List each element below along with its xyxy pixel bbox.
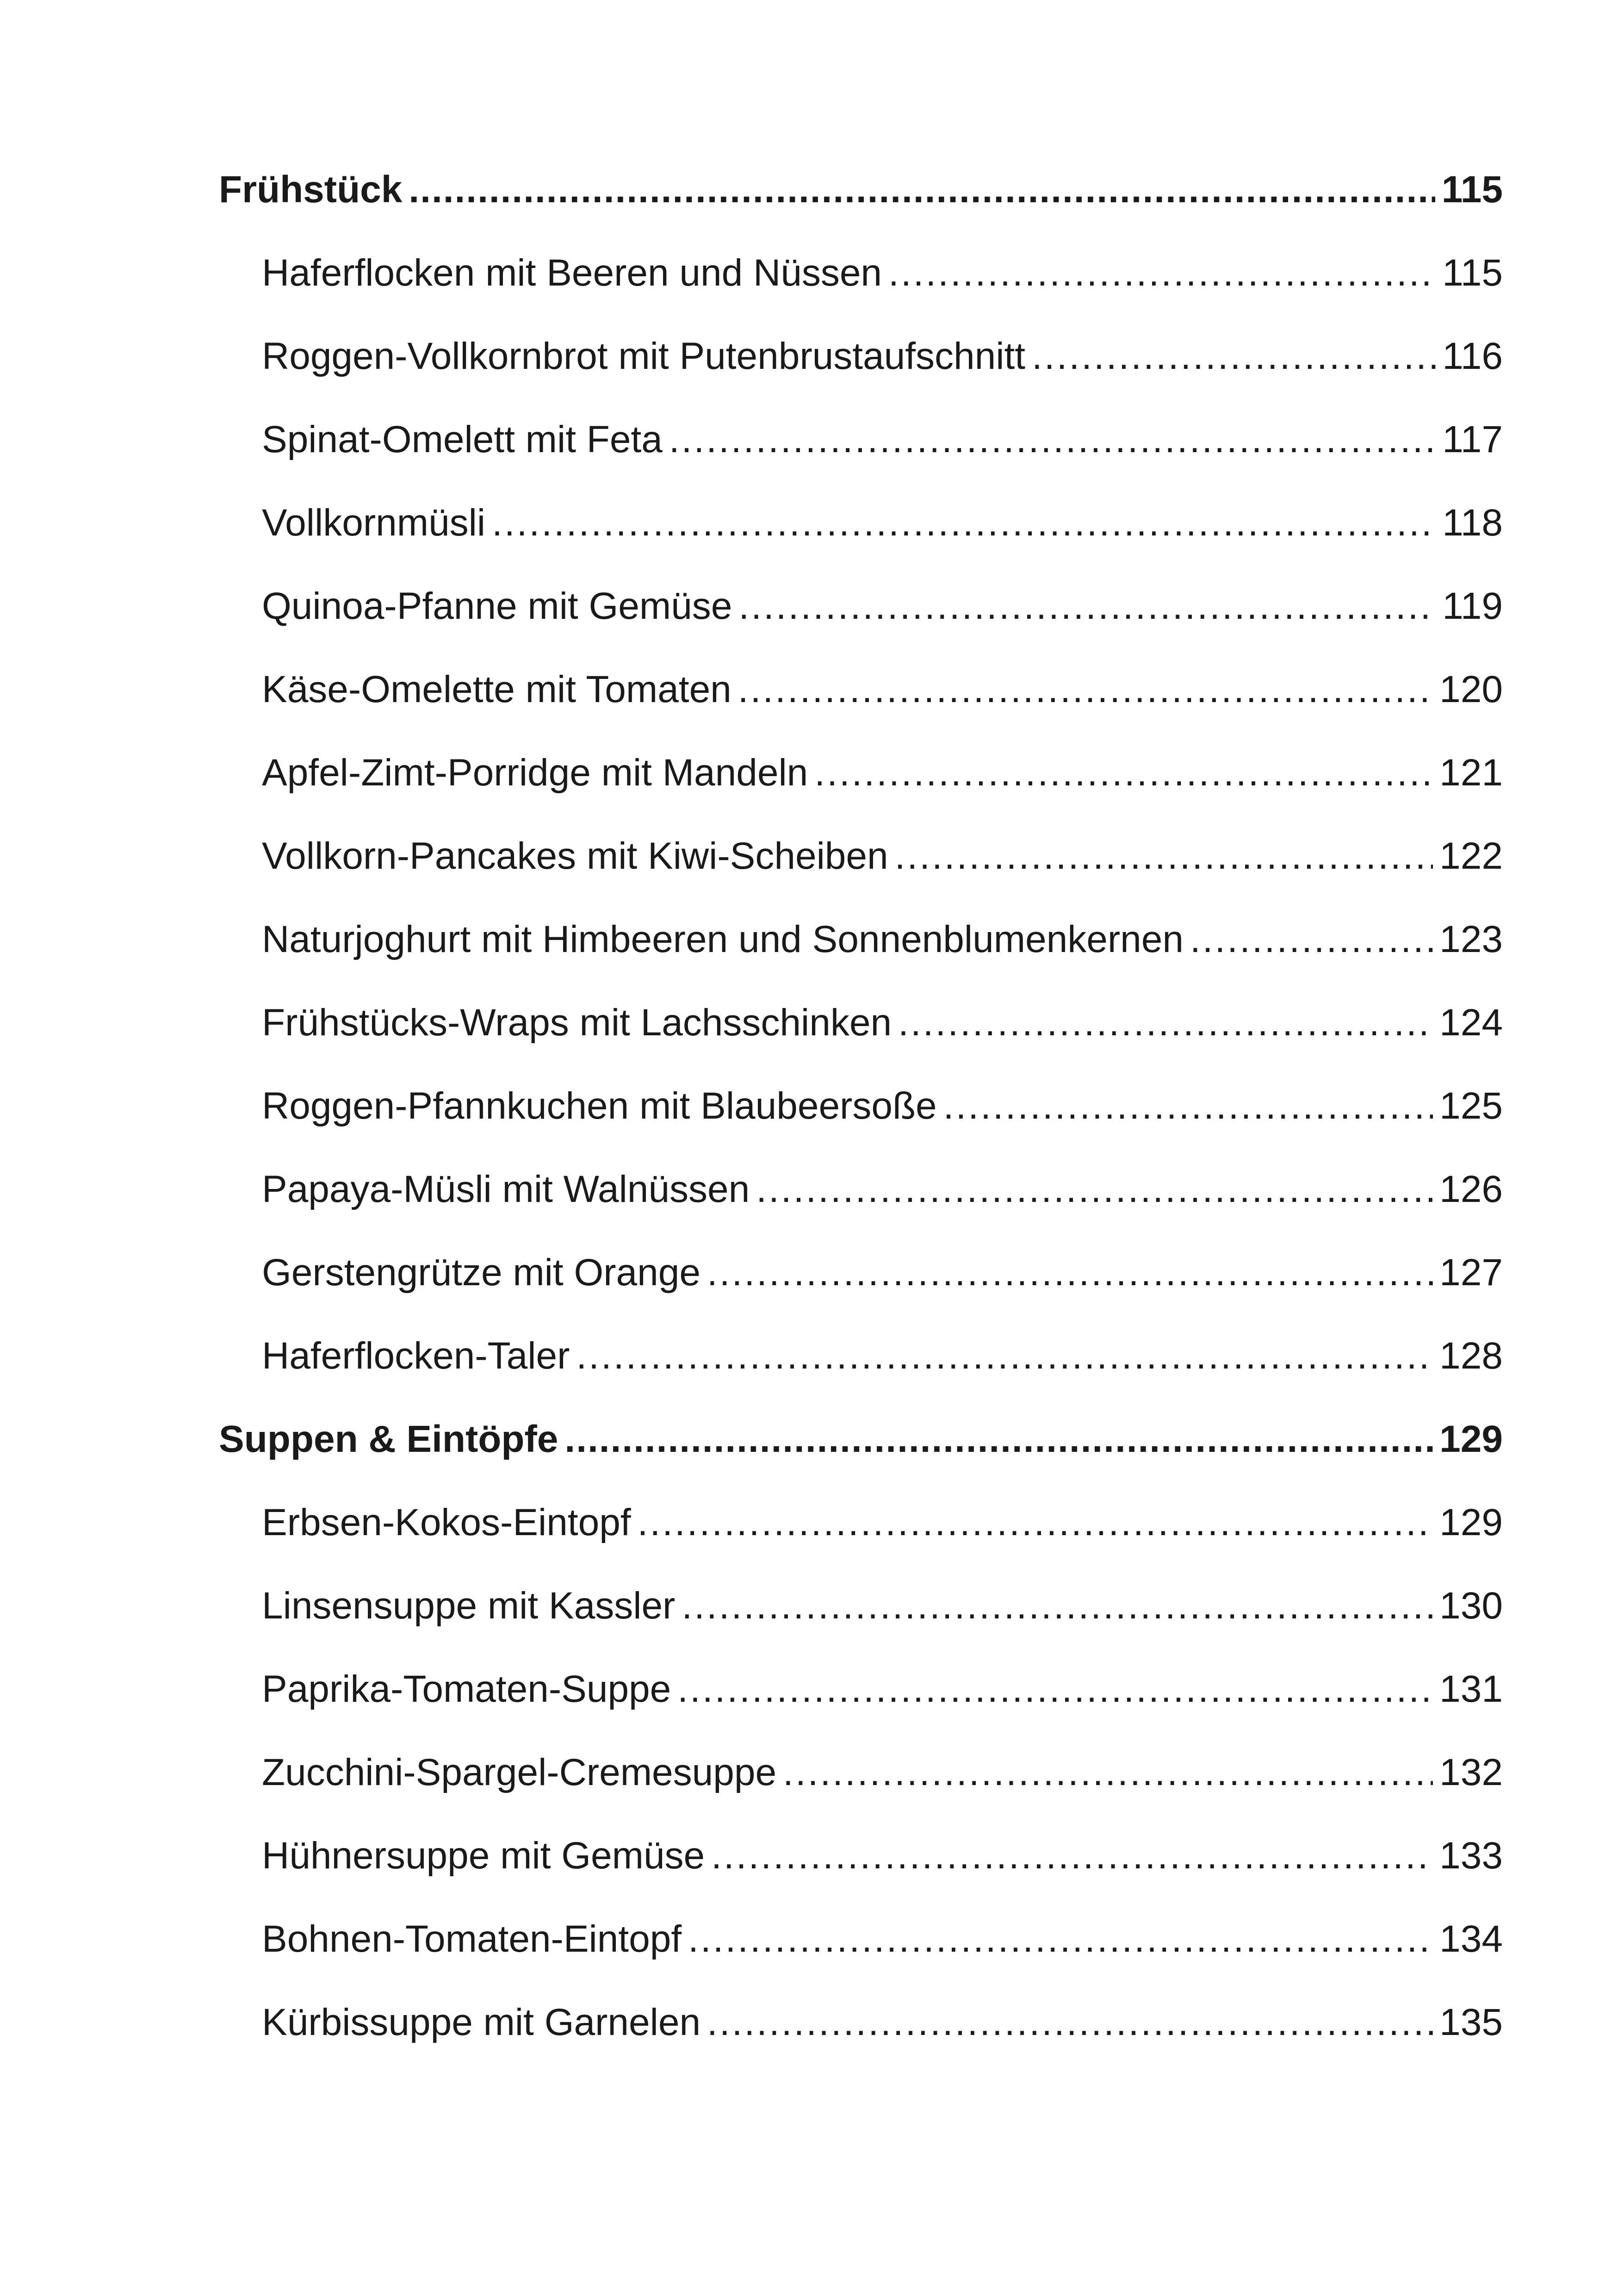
dot-leader bbox=[756, 1148, 1433, 1231]
toc-entry[interactable] bbox=[219, 898, 1503, 981]
toc-section-page: 129 bbox=[1439, 1418, 1503, 1460]
toc-entry-title: Käse-Omelette mit Tomaten bbox=[262, 668, 732, 710]
toc-entry-page: 131 bbox=[1439, 1668, 1503, 1710]
toc-entry[interactable] bbox=[219, 648, 1503, 731]
toc-entry-page: 130 bbox=[1439, 1585, 1503, 1627]
dot-leader bbox=[409, 148, 1435, 231]
toc-entry-title: Spinat-Omelett mit Feta bbox=[262, 418, 663, 460]
toc-section-title: Frühstück bbox=[219, 168, 403, 211]
toc-entry-title: Roggen-Vollkornbrot mit Putenbrustaufschnitt bbox=[262, 335, 1026, 377]
toc-entry-title: Gerstengrütze mit Orange bbox=[262, 1251, 701, 1294]
dot-leader bbox=[888, 231, 1436, 315]
toc-entry-title: Paprika-Tomaten-Suppe bbox=[262, 1668, 671, 1710]
dot-leader bbox=[1032, 315, 1436, 398]
toc-entry-title: Hühnersuppe mit Gemüse bbox=[262, 1835, 705, 1877]
toc-section-page: 115 bbox=[1441, 168, 1503, 211]
dot-leader bbox=[783, 1731, 1433, 1814]
toc-entry-page: 126 bbox=[1439, 1168, 1503, 1210]
dot-leader bbox=[638, 1481, 1433, 1564]
dot-leader bbox=[707, 1981, 1433, 2064]
toc-entry[interactable] bbox=[219, 1981, 1503, 2064]
toc-entry[interactable] bbox=[219, 1314, 1503, 1398]
toc-section-heading[interactable] bbox=[219, 148, 1503, 231]
toc-entry[interactable] bbox=[219, 398, 1503, 481]
toc-entry-title: Vollkorn-Pancakes mit Kiwi-Scheiben bbox=[262, 835, 888, 877]
toc-entry[interactable] bbox=[219, 1731, 1503, 1814]
dot-leader bbox=[738, 648, 1433, 731]
dot-leader bbox=[711, 1814, 1433, 1898]
toc-entry-title: Frühstücks-Wraps mit Lachsschinken bbox=[262, 1002, 892, 1044]
toc-entry-page: 125 bbox=[1439, 1085, 1503, 1127]
toc-entry[interactable] bbox=[219, 565, 1503, 648]
dot-leader bbox=[688, 1898, 1433, 1981]
dot-leader bbox=[682, 1564, 1433, 1648]
toc-section-heading[interactable] bbox=[219, 1398, 1503, 1481]
toc-entry-page: 134 bbox=[1439, 1918, 1503, 1960]
table-of-contents bbox=[219, 148, 1503, 2064]
toc-entry[interactable] bbox=[219, 315, 1503, 398]
dot-leader bbox=[564, 1398, 1433, 1481]
toc-entry-title: Erbsen-Kokos-Eintopf bbox=[262, 1501, 631, 1543]
dot-leader bbox=[738, 565, 1436, 648]
toc-entry-title: Bohnen-Tomaten-Eintopf bbox=[262, 1918, 682, 1960]
toc-entry[interactable] bbox=[219, 1814, 1503, 1898]
toc-entry[interactable] bbox=[219, 1064, 1503, 1148]
toc-entry-title: Naturjoghurt mit Himbeeren und Sonnenblumenkernen bbox=[262, 918, 1184, 960]
toc-entry-page: 128 bbox=[1439, 1335, 1503, 1377]
toc-entry-title: Quinoa-Pfanne mit Gemüse bbox=[262, 585, 732, 627]
dot-leader bbox=[492, 481, 1436, 565]
toc-entry-page: 119 bbox=[1442, 585, 1503, 627]
toc-entry-page: 115 bbox=[1442, 252, 1503, 294]
toc-entry[interactable] bbox=[219, 1481, 1503, 1564]
toc-entry[interactable] bbox=[219, 481, 1503, 565]
toc-entry-title: Roggen-Pfannkuchen mit Blaubeersoße bbox=[262, 1085, 937, 1127]
toc-entry-page: 116 bbox=[1442, 335, 1503, 377]
toc-entry-title: Papaya-Müsli mit Walnüssen bbox=[262, 1168, 750, 1210]
toc-entry-page: 127 bbox=[1439, 1251, 1503, 1294]
toc-entry-page: 121 bbox=[1439, 752, 1503, 794]
toc-entry[interactable] bbox=[219, 1564, 1503, 1648]
dot-leader bbox=[895, 815, 1433, 898]
dot-leader bbox=[1190, 898, 1433, 981]
toc-entry-title: Haferflocken mit Beeren und Nüssen bbox=[262, 252, 882, 294]
toc-entry[interactable] bbox=[219, 1148, 1503, 1231]
toc-entry-page: 123 bbox=[1439, 918, 1503, 960]
dot-leader bbox=[898, 981, 1433, 1064]
toc-entry-page: 135 bbox=[1439, 2001, 1503, 2043]
toc-entry[interactable] bbox=[219, 731, 1503, 815]
toc-entry[interactable] bbox=[219, 1648, 1503, 1731]
dot-leader bbox=[707, 1231, 1433, 1314]
toc-entry-page: 124 bbox=[1439, 1002, 1503, 1044]
dot-leader bbox=[814, 731, 1433, 815]
toc-entry-page: 133 bbox=[1439, 1835, 1503, 1877]
toc-entry[interactable] bbox=[219, 981, 1503, 1064]
toc-entry-title: Kürbissuppe mit Garnelen bbox=[262, 2001, 701, 2043]
toc-entry-title: Apfel-Zimt-Porridge mit Mandeln bbox=[262, 752, 808, 794]
dot-leader bbox=[669, 398, 1436, 481]
toc-entry-page: 132 bbox=[1439, 1751, 1503, 1793]
toc-entry-title: Haferflocken-Taler bbox=[262, 1335, 570, 1377]
toc-entry-page: 129 bbox=[1439, 1501, 1503, 1543]
toc-entry[interactable] bbox=[219, 1898, 1503, 1981]
toc-section-title: Suppen & Eintöpfe bbox=[219, 1418, 558, 1460]
toc-entry-title: Zucchini-Spargel-Cremesuppe bbox=[262, 1751, 777, 1793]
toc-entry-page: 117 bbox=[1442, 418, 1503, 460]
toc-entry[interactable] bbox=[219, 231, 1503, 315]
toc-entry[interactable] bbox=[219, 1231, 1503, 1314]
toc-entry-page: 120 bbox=[1439, 668, 1503, 710]
dot-leader bbox=[943, 1064, 1433, 1148]
toc-entry-title: Vollkornmüsli bbox=[262, 502, 486, 544]
toc-entry-title: Linsensuppe mit Kassler bbox=[262, 1585, 676, 1627]
toc-entry-page: 118 bbox=[1442, 502, 1503, 544]
toc-entry[interactable] bbox=[219, 815, 1503, 898]
dot-leader bbox=[576, 1314, 1433, 1398]
dot-leader bbox=[677, 1648, 1433, 1731]
toc-entry-page: 122 bbox=[1439, 835, 1503, 877]
